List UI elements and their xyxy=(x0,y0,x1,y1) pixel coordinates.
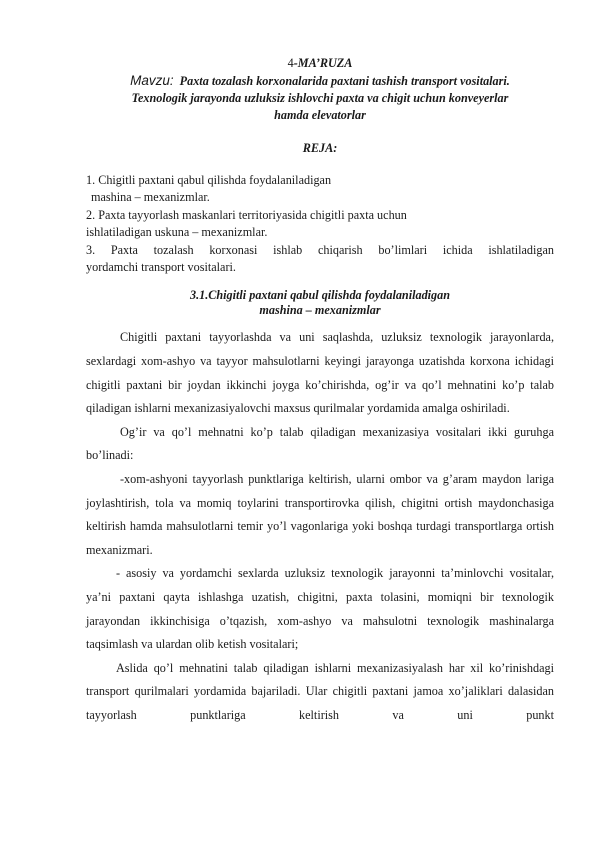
section-title-line-1: 3.1.Chigitli paxtani qabul qilishda foydalaniladigan xyxy=(189,288,451,303)
plan-item-1-line-2: mashina – mexanizmlar. xyxy=(91,190,210,205)
plan-item-3-line-2: yordamchi transport vositalari. xyxy=(86,260,236,275)
plan-item-1-line-1: 1. Chigitli paxtani qabul qilishda foydalaniladigan xyxy=(86,173,332,187)
topic-line-1 xyxy=(86,72,554,90)
lecture-number-word: -MA’RUZA xyxy=(293,56,353,70)
topic-text-1: Paxta tozalash korxonalarida paxtani tashish transport vositalari. xyxy=(179,74,510,88)
paragraph-2: Og’ir va qo’l mehnatni ko’p talab qiladigan mexanizasiya vositalari ikki guruhga bo’linadi: xyxy=(86,424,554,463)
topic-label: Mavzu: xyxy=(130,73,174,88)
plan-item-2-line-1: 2. Paxta tayyorlash maskanlari territoriyasida chigitli paxta uchun xyxy=(86,207,407,222)
lecture-number-digit: 4 xyxy=(287,56,294,70)
topic-line-3: hamda elevatorlar xyxy=(274,108,366,122)
paragraph-3: -xom-ashyoni tayyorlash punktlariga keltirish, ularni ombor va g’aram maydon lariga joylashtirish, tola va momiq toylarini transportirovka qilish, chigitni ortish maydonchasiga keltirish hamda mahsulotlarni temir yo’l vagonlariga yoki boshqa turdagi transportlarga ortish mexanizmari. xyxy=(86,472,554,557)
plan-item-3-line-1: 3. Paxta tozalash korxonasi ishlab chiqarish bo’limlari ichida ishlatiladigan xyxy=(86,242,554,257)
plan-title: REJA: xyxy=(302,141,338,155)
plan-item-2-line-2: ishlatiladigan uskuna – mexanizmlar. xyxy=(86,225,268,240)
section-title-line-2: mashina – mexanizmlar xyxy=(259,303,381,318)
paragraph-4: - asosiy va yordamchi sexlarda uzluksiz texnologik jarayonni ta’minlovchi vositalar, ya’ni paxtani qayta ishlashga uzatish, chigitni, paxta tolasini, momiqni bir texnologik jarayondan ikkinchisiga o’tqazish, xom-ashyo va mahsulotni texnologik mashinalarga taqsimlash va ulardan olib ketish vositalari; xyxy=(86,566,554,652)
lecture-number xyxy=(86,56,554,71)
body-text xyxy=(86,326,554,727)
lecture-topic xyxy=(86,72,554,124)
paragraph-5: Aslida qo’l mehnatini talab qiladigan ishlarni mexanizasiyalash har xil ko’rinishdagi transport qurilmalari yordamida bajariladi. Ular chigitli paxtani jamoa xo’jaliklari dalasidan tayyorlash punktlariga keltirish va uni punkt xyxy=(86,660,554,722)
paragraph-1: Chigitli paxtani tayyorlashda va uni saqlashda, uzluksiz texnologik jarayonlarda, sexlardagi xom-ashyo va tayyor mahsulotlarni keyingi jarayonga uzatishda korxona ichidagi chigitli paxtani bir joydan ikkinchi joyga ko’chirishda, og’ir va qo’l mehnatini ko’p talab qiladigan ishlarni mexanizasiyalovchi maxsus qurilmalar yordamida amalga oshiriladi. xyxy=(86,330,554,416)
plan-list xyxy=(86,172,554,276)
topic-line-2: Texnologik jarayonda uzluksiz ishlovchi paxta va chigit uchun konveyerlar xyxy=(131,91,509,105)
section-title xyxy=(86,288,554,318)
